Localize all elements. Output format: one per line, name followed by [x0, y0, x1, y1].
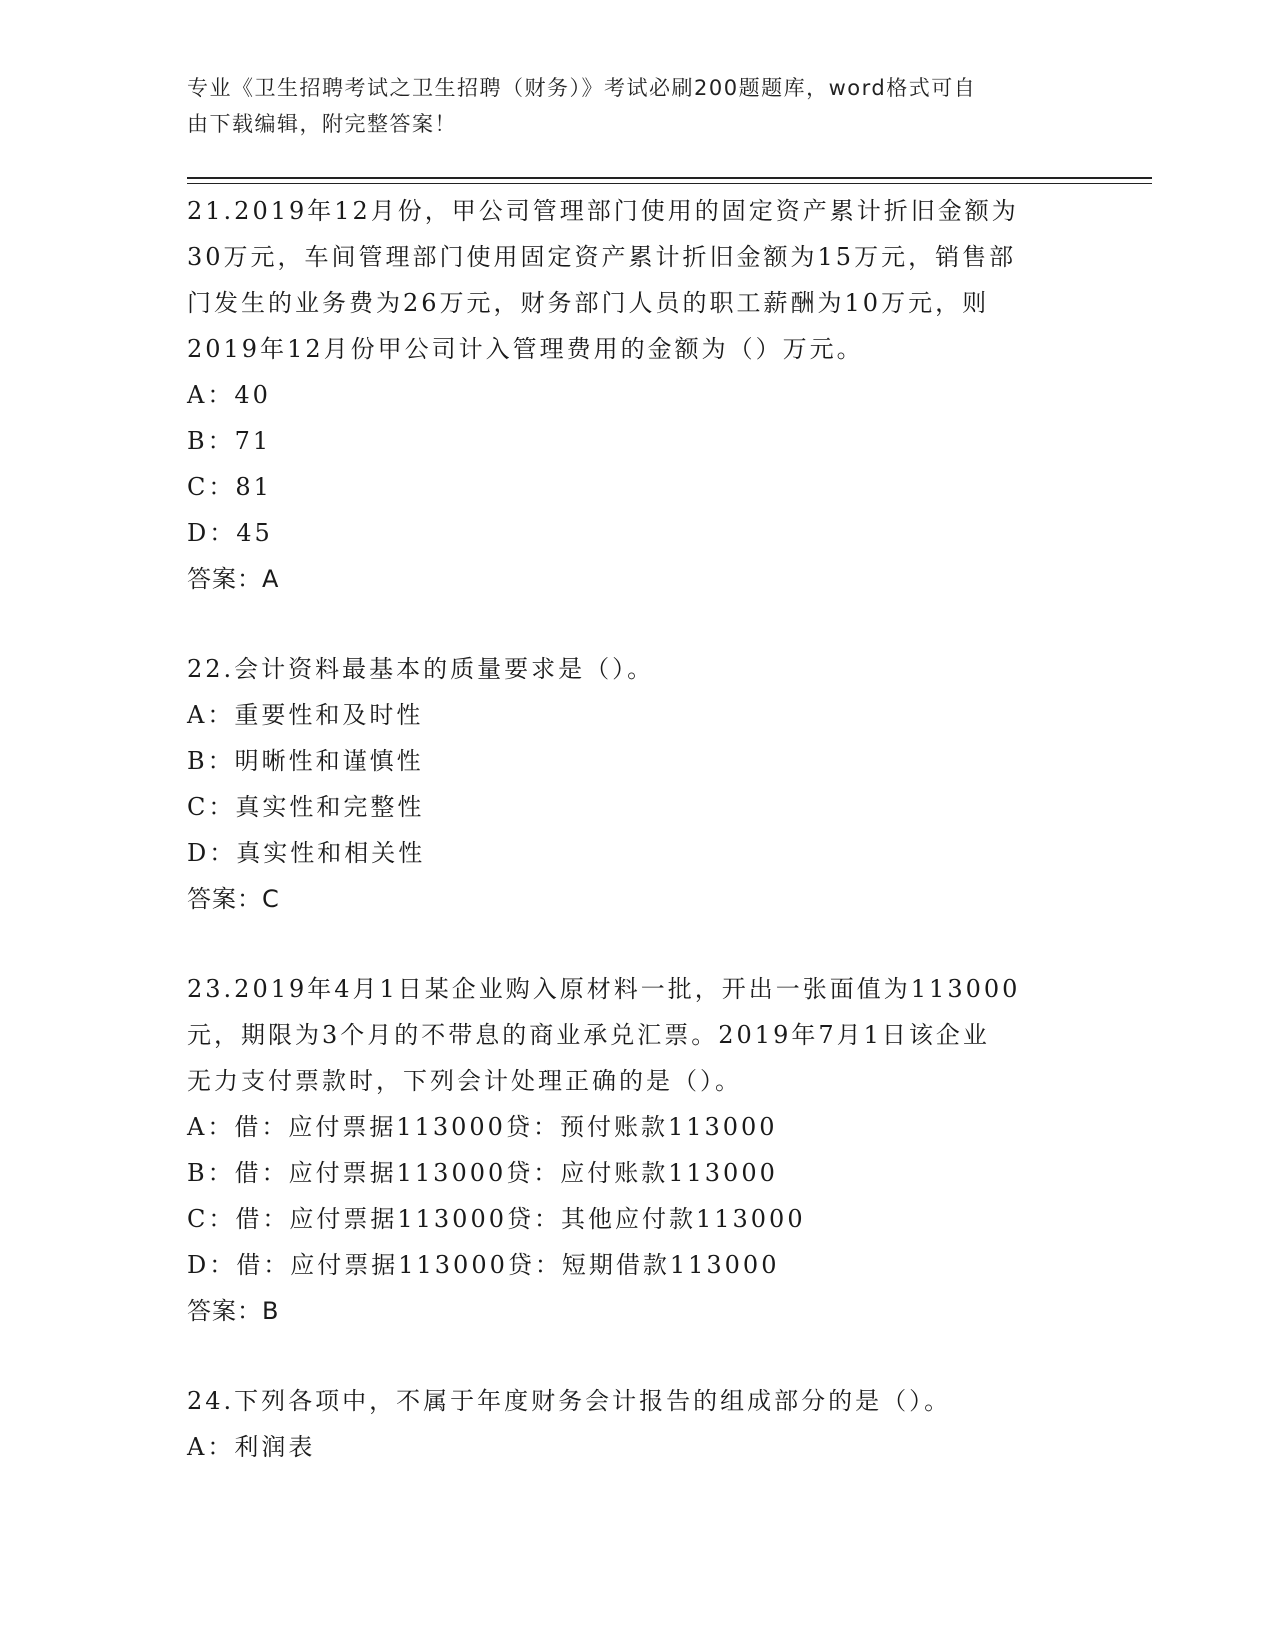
- question-24-option-a: A：利润表: [187, 1433, 316, 1461]
- question-23-stem-line-2: 元，期限为3个月的不带息的商业承兑汇票。2019年7月1日该企业: [187, 1021, 990, 1049]
- question-gap: [187, 602, 1087, 646]
- question-21-stem-line-3: 门发生的业务费为26万元，财务部门人员的职工薪酬为10万元，则: [187, 289, 990, 317]
- question-21-stem-line-2: 30万元，车间管理部门使用固定资产累计折旧金额为15万元，销售部: [187, 243, 1017, 271]
- question-21-option-c: C：81: [187, 473, 272, 501]
- header-line-1: 专业《卫生招聘考试之卫生招聘（财务）》考试必刷200题题库，word格式可自: [187, 76, 977, 100]
- question-23-stem-line-3: 无力支付票款时，下列会计处理正确的是（）。: [187, 1067, 742, 1095]
- question-21-answer: 答案：A: [187, 565, 280, 593]
- header-divider-thick: [187, 177, 1152, 179]
- question-22-answer: 答案：C: [187, 885, 280, 913]
- question-list: [187, 188, 1087, 1470]
- document-header: [187, 70, 1087, 142]
- question-24-stem-line-1: 24.下列各项中，不属于年度财务会计报告的组成部分的是（）。: [187, 1387, 952, 1415]
- question-23-option-d: D：借：应付票据113000贷：短期借款113000: [187, 1251, 780, 1279]
- question-22-option-b: B：明晰性和谨慎性: [187, 747, 424, 775]
- question-21-stem-line-1: 21.2019年12月份，甲公司管理部门使用的固定资产累计折旧金额为: [187, 197, 1019, 225]
- header-divider-thin: [187, 183, 1152, 184]
- question-gap: [187, 922, 1087, 966]
- header-line-2: 由下载编辑，附完整答案！: [187, 112, 457, 136]
- question-21-option-a: A：40: [187, 381, 271, 409]
- question-gap: [187, 1334, 1087, 1378]
- question-22-option-c: C：真实性和完整性: [187, 793, 425, 821]
- question-23-option-c: C：借：应付票据113000贷：其他应付款113000: [187, 1205, 806, 1233]
- question-24: [187, 1378, 1087, 1470]
- question-23-option-b: B：借：应付票据113000贷：应付账款113000: [187, 1159, 778, 1187]
- question-21-stem-line-4: 2019年12月份甲公司计入管理费用的金额为（）万元。: [187, 335, 864, 363]
- question-22-option-d: D：真实性和相关性: [187, 839, 426, 867]
- question-23-option-a: A：借：应付票据113000贷：预付账款113000: [187, 1113, 778, 1141]
- question-23-answer: 答案：B: [187, 1297, 280, 1325]
- question-22-stem-line-1: 22.会计资料最基本的质量要求是（）。: [187, 655, 655, 683]
- question-22-option-a: A：重要性和及时性: [187, 701, 424, 729]
- question-21-option-b: B：71: [187, 427, 272, 455]
- question-23-stem-line-1: 23.2019年4月1日某企业购入原材料一批，开出一张面值为113000: [187, 975, 1021, 1003]
- question-21: [187, 188, 1087, 602]
- question-21-option-d: D：45: [187, 519, 273, 547]
- question-23: [187, 966, 1087, 1334]
- question-22: [187, 646, 1087, 922]
